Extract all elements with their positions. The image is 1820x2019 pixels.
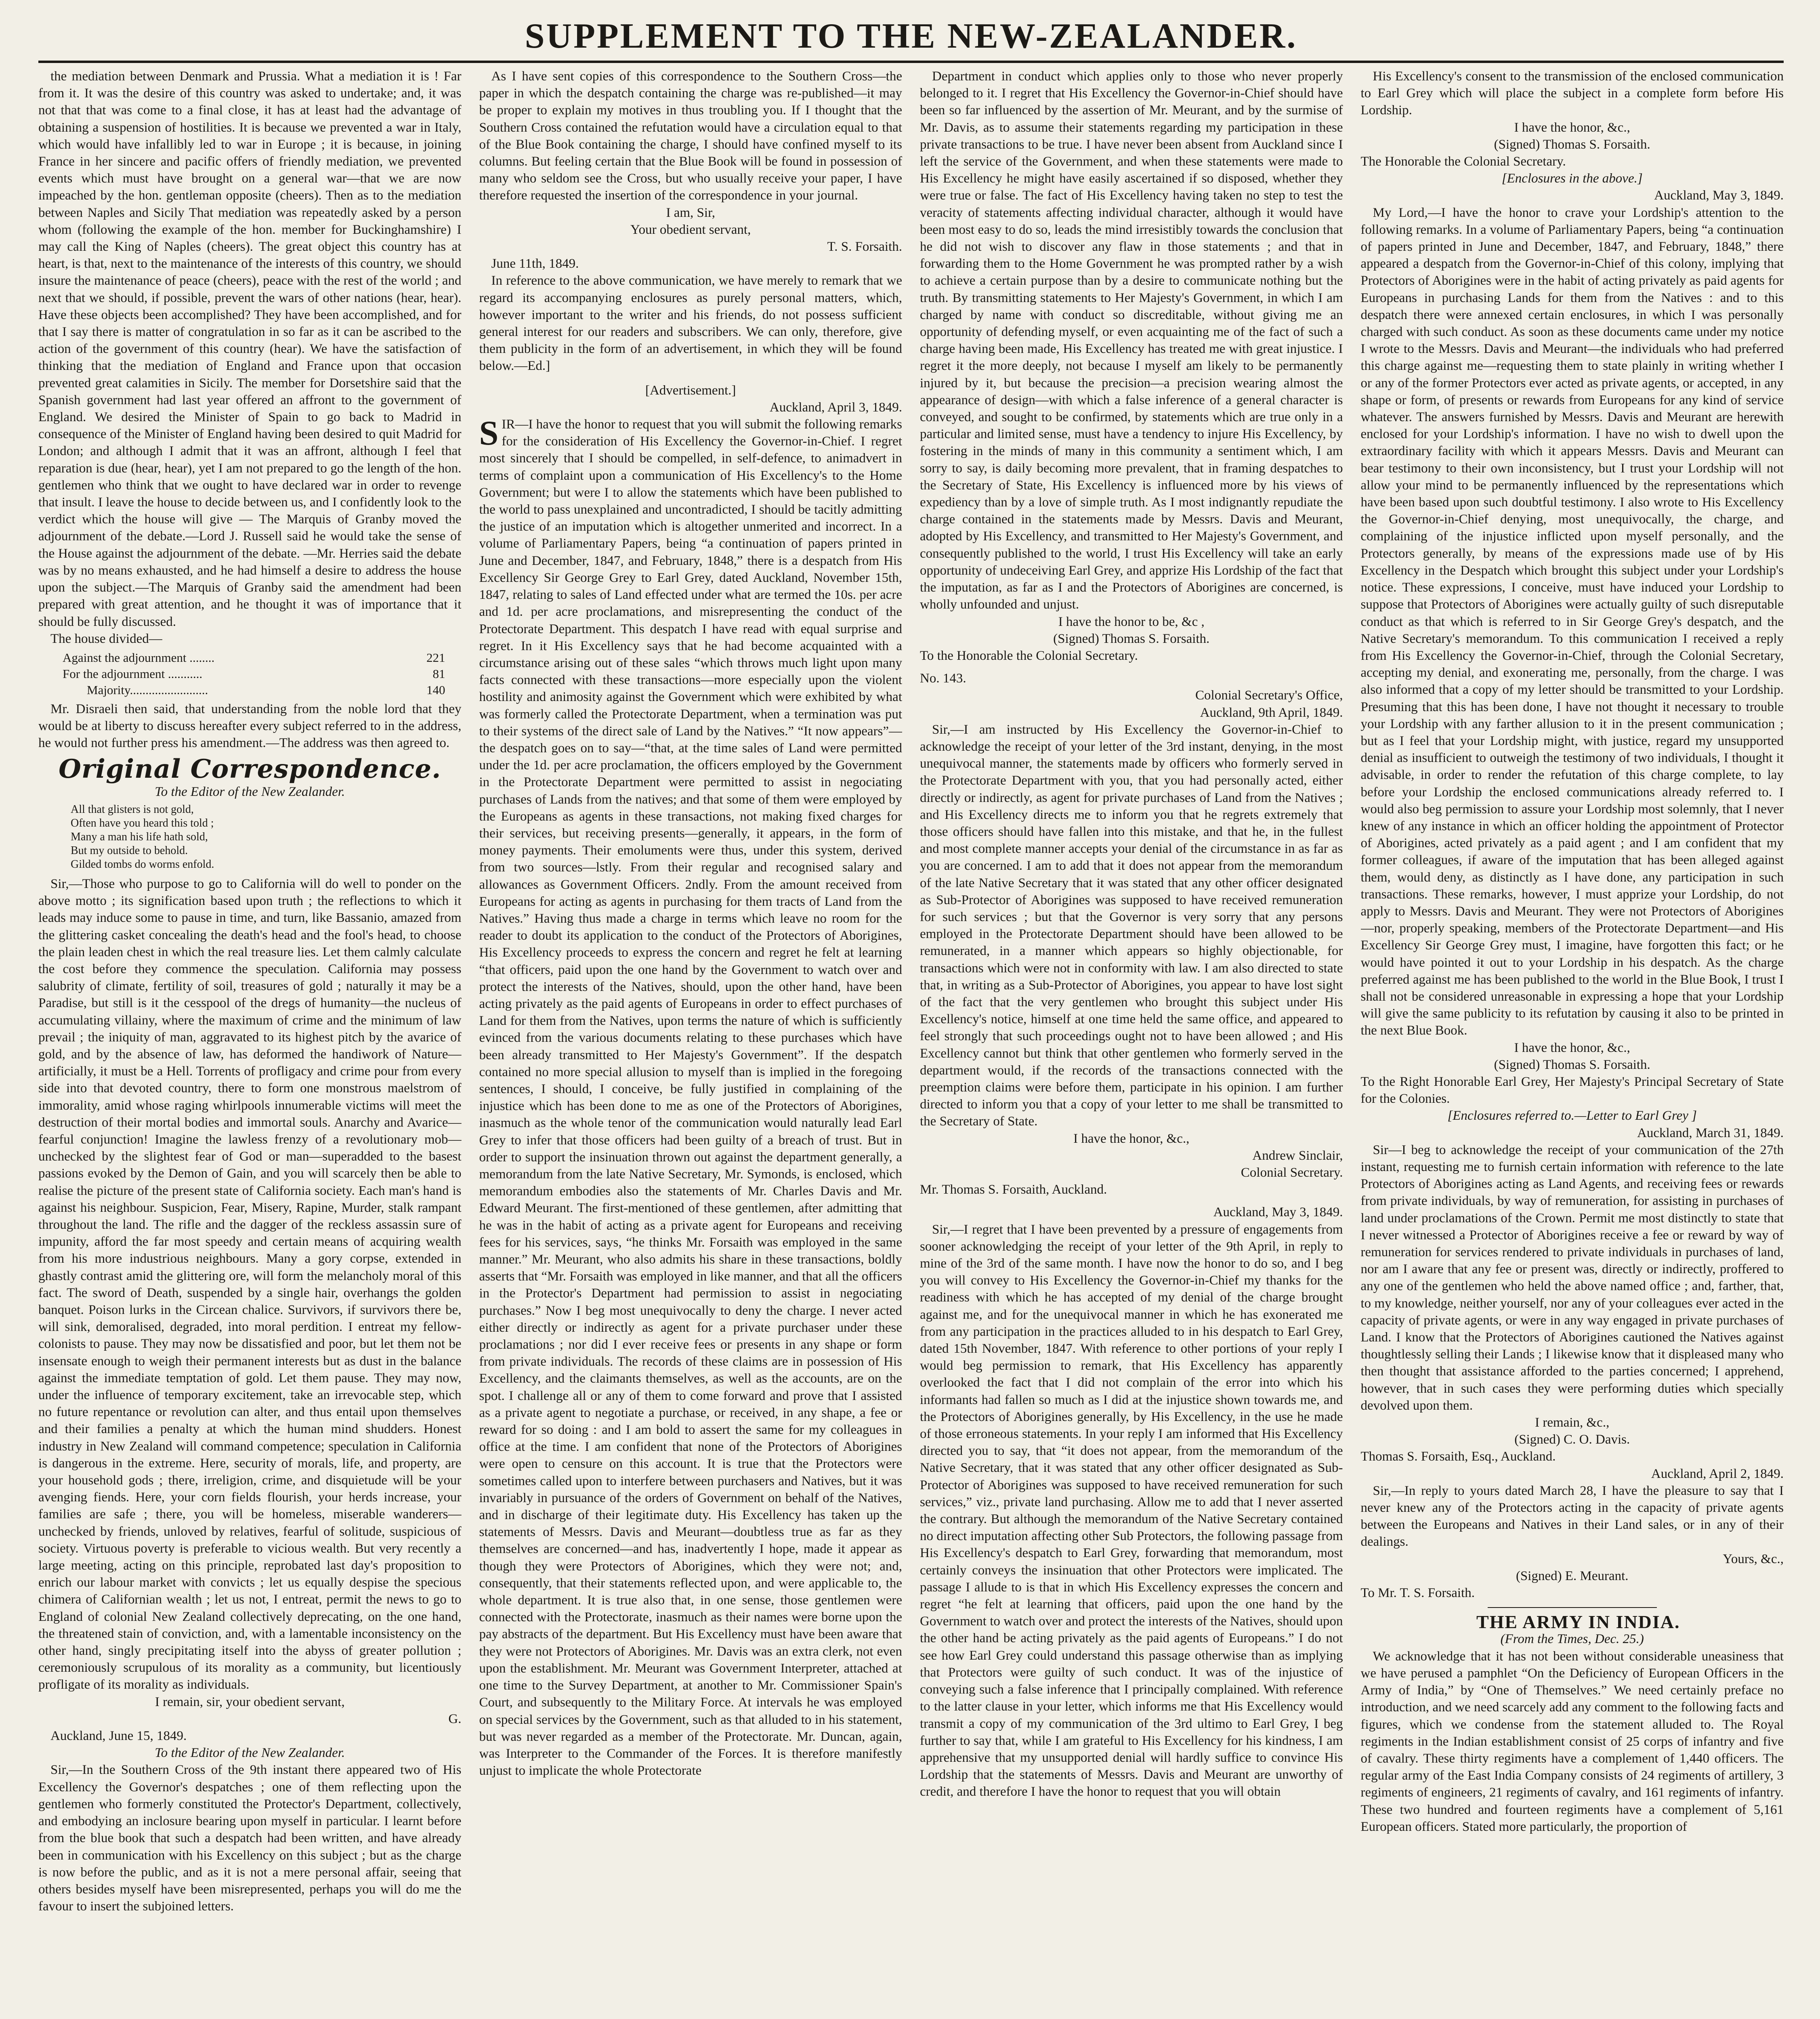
army-source: (From the Times, Dec. 25.) — [1500, 1632, 1644, 1647]
masthead-title: SUPPLEMENT TO THE NEW-ZEALANDER. — [525, 17, 1297, 56]
letter-addressee: To the Editor of the New Zealander. — [155, 1746, 345, 1761]
poem-line: But my outside to behold. — [71, 844, 188, 857]
letter-recipient: To the Honorable the Colonial Secretary. — [920, 648, 1138, 663]
letter-signer-title: Colonial Secretary. — [1241, 1165, 1343, 1180]
letter-signature: (Signed) Thomas S. Forsaith. — [1053, 631, 1210, 646]
letter-to-earl-grey: My Lord,—I have the honor to crave your Lordship's attention to the following remarks. In a volume of Parliamentary Papers, being “a continuation of papers printed in June and December, 1847, and February, 1848,” there appeared a despatch from the Governor-in-Chief of this colony, implying that Protectors of Aborigines were in the habit of acting privately as paid agents for Europeans in purchasing Lands for them from the Natives : and to this despatch there were annexed certain enclosures, in which I was personally charged with such conduct. As soon as these documents came under my notice I wrote to the Messrs. Davis and Meurant—the individuals who had preferred this charge against me—requesting them to state plainly in writing whether I or any of the former Protectors ever acted as private agents, or accepted, in any shape or form, of presents or rewards from Europeans for any kind of service whatever. The answers furnished by Messrs. Davis and Meurant are herewith enclosed for your Lordship's information. I have no wish to dwell upon the extraordinary facility with which it appears Messrs. Davis and Meurant can bear testimony to their own inconsistency, but I trust your Lordship will not allow your mind to be permanently influenced by the representations which have been based upon such doubtful testimony. I also wrote to His Excellency the Governor-in-Chief denying, most unequivocally, the charge, and complaining of the injustice inflicted upon myself personally, and the Protectors generally, by means of the expressions made use of by His Excellency in the Despatch which brought this subject under your Lordship's notice. These expressions, I conceive, must have induced your Lordship to suppose that Protectors of Aborigines were actually guilty of such disreputable conduct as that which is referred to in Sir George Grey's despatch, and the Native Secretary's memorandum. To this communication I received a reply from His Excellency the Governor-in-Chief, through the Colonial Secretary, accepting my denial, and exonerating me, personally, from the charge. I was also informed that a copy of my letter should be transmitted to your Lordship. Presuming that this has been done, I have not thought it necessary to trouble your Lordship with any farther allusion to it in the present communication ; but as I feel that your Lordship might, with justice, regard my unsupported denial as insufficient to outweigh the testimony of two individuals, I thought it advisable, in order to render the refutation of this charge complete, to lay before your Lordship the enclosed communications already referred to. I would also beg permission to assure your Lordship most solemnly, that I never knew of any instance in which an officer holding the appointment of Protector of Aborigines, acted privately as a paid agent ; and I am confident that my former colleagues, if aware of the imputation that has been alleged against them, would deny, as distinctly as I have done, any participation in such transactions. These remarks, however, I must apprize your Lordship, do not apply to Messrs. Davis and Meurant. They were not Protectors of Aborigines—nor, properly speaking, members of the Protectorate Department—and His Excellency Sir George Grey must, I imagine, have forgotten this fact; or he would have pointed it out to your Lordship in his despatch. As the charge preferred against me has been published to the world in the Blue Book, I trust I shall not be considered unreasonable in expressing a hope that your Lordship will give the same publicity to its refutation by causing it also to be printed in the next Blue Book. — [1360, 205, 1784, 1038]
letter-signature: (Signed) Thomas S. Forsaith. — [1494, 1057, 1650, 1072]
columns — [38, 68, 1784, 2019]
forsaith-letter-cont: As I have sent copies of this correspondence to the Southern Cross—the paper in which the despatch containing the charge was re-published—it may be proper to explain my motives in thus troubling you. If I thought that the Southern Cross contained the refutation would have a circulation equal to that of the Blue Book containing the charge, I should have confined myself to its columns. But feeling certain that the Blue Book will be found in possession of many who seldom see the Cross, but who usually receive your paper, I have therefore requested the insertion of the correspondence in your journal. — [479, 69, 902, 203]
division-intro: The house divided— — [50, 631, 162, 646]
editor-note: In reference to the above communication, we have merely to remark that we regard its accompanying enclosures as purely personal matters, which, however important to the writer and his friends, do not possess sufficient general interest for our readers and subscribers. We can only, therefore, give them publicity in the form of an advertisement, in which they will be found below.—Ed.] — [479, 273, 902, 374]
letter-recipient: Mr. Thomas S. Forsaith, Auckland. — [920, 1182, 1107, 1197]
letter-date: Auckland, May 3, 1849. — [1213, 1205, 1343, 1220]
division-close: Mr. Disraeli then said, that understanding from the noble lord that they would be at liberty to discuss hereafter every subject referred to in the address, he would not further press his amendment.—The address was then agreed to. — [38, 701, 462, 751]
division-value: 221 — [426, 650, 445, 665]
army-heading: THE ARMY IN INDIA. — [1476, 1612, 1680, 1633]
letter-closing: I remain, &c., — [1535, 1415, 1610, 1430]
division-label: For the adjournment ........... — [63, 666, 203, 681]
section-divider — [1488, 1607, 1657, 1608]
poem-line: All that glisters is not gold, — [71, 803, 194, 816]
drop-cap: S — [479, 413, 499, 453]
letter-closing: Your obedient servant, — [630, 222, 751, 237]
letter-date: Auckland, May 3, 1849. — [1654, 188, 1784, 203]
california-letter-body: Sir,—Those who purpose to go to California will do well to ponder on the above motto ; its signification based upon truth ; the reflections to which it leads may induce some to pause in time, and turn, like Bassanio, amazed from the glittering casket concealing the death's head and the fool's head, to choose the plain leaden chest in which the real treasure lies. Let them calmly calculate the cost before they commence the speculation. California may possess salubrity of climate, fertility of soil, treasures of gold ; naturally it may be a Paradise, but still is it the cesspool of the dregs of humanity—the nucleus of accumulating villainy, where the maximum of crime and the minimum of law prevail ; the iniquity of man, aggravated to its highest pitch by the avarice of gold, and by the absence of law, has deformed the handiwork of Nature—artificially, it must be a Hell. Torrents of profligacy and crime pour from every side into that devoted country, there to form one monstrous maelstrom of immorality, amid whose raging whirlpools innumerable victims will meet the destruction of their mortal bodies and immortal souls. Anarchy and Avarice—fearful conjunction! Imagine the lawless frenzy of a revolutionary mob—unchecked by the slightest fear of God or man—superadded to the basest passions evoked by the Demon of Gain, and you will scarcely then be able to realise the picture of the present state of California society. Each man's hand is against his neighbour. Suspicion, Fear, Misery, Rapine, Murder, stalk rampant throughout the land. The rifle and the dagger of the reckless assassin sure of impunity, afford the far most speedy and certain means of acquiring wealth from his more industrious neighbours. Many a gory corpse, extended in ghastly contrast amid the glittering ore, will form the melancholy moral of this fact. The sword of Death, suspended by a single hair, overhangs the golden banquet. Poison lurks in the Circean chalice. Survivors, if survivors there be, will sink, demoralised, degraded, into moral perdition. I entreat my fellow-colonists to pause. They may now be dissatisfied and poor, but let them not be insensate enough to weigh their permanent interests but as dust in the balance against the immediate temptation of gold. Let them pause. They may now, under the influence of temporary excitement, take an irrevocable step, which no future repentance or revolution can alter, and thus entail upon themselves and their families a penalty at which the human mind shudders. Honest industry in New Zealand will command competence; speculation in California is dangerous in the extreme. Here, security of morals, life, and property, are your household gods ; there, irreligion, crime, and disquietude will be your avenging fiends. Here, your corn fields flourish, your herds increase, your families are safe ; there, you will be homeless, miserable wanderers—unchecked by friends, unloved by relatives, fearful of solitude, suspicious of society. Virtuous poverty is preferable to vicious wealth. But very recently a large meeting, acting on this principle, reprobated last day's proposition to enrich our labour market with convicts ; let us equally despise the specious chimera of Californian wealth ; let us not, I entreat, permit the news to go to England of colonial New Zealand collectively deprecating, on the one hand, the threatened stain of conviction, and, with a lamentable inconsistency on the other hand, singly precipitating itself into the abyss of greater pollution ; ceremoniously scrupulous of its morality as a community, but licentiously profligate of its morality as individuals. — [38, 876, 462, 1692]
column-4 — [1361, 68, 1784, 2019]
letter-recipient: Thomas S. Forsaith, Esq., Auckland. — [1360, 1449, 1556, 1464]
forsaith-reply: Sir,—I regret that I have been prevented by a pressure of engagements from sooner acknowledging the receipt of your letter of the 9th April, in reply to mine of the 3rd of the same month. I have now the honor to do so, and I beg you will convey to His Excellency the Governor-in-Chief my thanks for the readiness with which he has accepted of my denial of the charge brought against me, and for the unequivocal manner in which he has exonerated me from any participation in the practices alluded to in his despatch to Earl Grey, dated 15th November, 1847. With reference to other portions of your reply I would beg permission to remark, that His Excellency has apparently overlooked the fact that I did not complain of the error into which his informants had fallen so much as I did at the injustice shown towards me, and the Protectors of Aborigines generally, by His Excellency, in the use he made of those erroneous statements. In your reply I am informed that His Excellency directed you to say, that “it does not appear, from the memorandum of the Native Secretary, that it was stated that any other officer designated as Sub-Protector of Aborigines was supposed to have received remuneration for such services,” viz., private land purchasing. Allow me to add that I never asserted the contrary. But although the memorandum of the Native Secretary contained no direct imputation affecting other Sub Protectors, the following passage from His Excellency's despatch to Earl Grey, forwarding that memorandum, most certainly conveys the insinuation that other Protectors were implicated. The passage I allude to is that in which His Excellency expresses the concern and regret “he felt at learning that officers, paid upon the one hand by the Government to watch over and protect the interests of the Natives, should upon the other hand be acting privately as the paid agents of Europeans.” I do not see how Earl Grey could understand this passage otherwise than as implying that Protectors were guilty of such conduct. It was of the injustice of conveying such a false inference that I principally complained. With reference to the latter clause in your letter, which informs me that His Excellency would transmit a copy of my communication of the 3rd ultimo to Earl Grey, I beg further to say that, while I am grateful to His Excellency for his kindness, I am apprehensive that my unsupported denial will hardly suffice to convince His Lordship that the statements of Messrs. Davis and Meurant are unworthy of credit, and therefore I have the honor to request that you will obtain — [920, 1222, 1343, 1799]
letter-closing: I am, Sir, — [666, 205, 715, 220]
letter-signature: (Signed) Thomas S. Forsaith. — [1494, 137, 1650, 152]
letter-closing: I remain, sir, your obedient servant, — [155, 1694, 345, 1709]
letter-signature: (Signed) C. O. Davis. — [1514, 1432, 1630, 1447]
letter-closing: I have the honor, &c., — [1073, 1131, 1190, 1146]
letter-cont: Department in conduct which applies only to those who never properly belonged to it. I regret that His Excellency the Governor-in-Chief should have been so far influenced by the assertion of Mr. Meurant, and by the surmise of Mr. Davis, as to assume their statements regarding my participation in these private transactions to be true. I have never been absent from Auckland since I left the service of the Government, and when these statements were made to His Excellency he might have easily ascertained if so disposed, whether they were true or false. The fact of His Excellency having taken no step to test the veracity of statements affecting individual character, although it would have been most easy to do so, leads the mind irresistibly towards the conclusion that he did not wish to discover any flaw in those statements ; and that in forwarding them to the Home Government he was prompted rather by a wish to achieve a certain purpose than by a desire to communicate nothing but the truth. By transmitting statements to Her Majesty's Government, in which I am charged by name with conduct so discreditable, without giving me an opportunity of defending myself, or even acquainting me of the fact of such a charge having been made, His Excellency has treated me with great injustice. I regret it the more deeply, not because I myself am likely to be permanently injured by it, but because the precision—a precision wearing almost the appearance of design—with which a false inference of a general character is conveyed, and sought to be confirmed, by statements which are true only in a particular and limited sense, must have a tendency to injure His Excellency, by fostering in the minds of many in this community a sentiment which, I am sorry to say, is daily becoming more prevalent, that in framing despatches to the Secretary of State, His Excellency is influenced more by his views of expediency than by a love of simple truth. As I most indignantly repudiate the charge contained in the statements made by Messrs. Davis and Meurant, adopted by His Excellency, and transmitted to Her Majesty's Government, and consequently published to the world, I trust His Excellency will take an early opportunity of undeceiving Earl Grey, and apprize His Lordship of the fact that the imputation, as far as I and the Protectors of Aborigines are concerned, is wholly unfounded and unjust. — [920, 69, 1343, 612]
poem-line: Often have you heard this told ; — [71, 816, 214, 829]
division-value: 140 — [426, 682, 445, 697]
army-article-body: We acknowledge that it has not been without considerable uneasiness that we have perused a pamphlet “On the Deficiency of European Officers in the Army of India,” by “One of Themselves.” We need certainly preface no introduction, and we need scarcely add any comment to the following facts and figures, which we condense from the statement alluded to. The Royal regiments in the Indian establishment consist of 25 corps of infantry and five of cavalry. These thirty regiments have a complement of 1,440 officers. The regular army of the East India Company consists of 24 regiments of artillery, 3 regiments of engineers, 21 regiments of cavalry, and 161 regiments of infantry. These two hundred and fourteen regiments have a complement of 5,161 European officers. Stated more particularly, the proportion of — [1360, 1649, 1784, 1834]
division-table — [38, 650, 462, 698]
column-1 — [38, 68, 462, 2019]
letter-addressee: To the Editor of the New Zealander. — [155, 784, 345, 799]
davis-letter: Sir—I beg to acknowledge the receipt of your communication of the 27th instant, requesting me to furnish certain information with reference to the late Protectors of Aborigines acting as Land Agents, and receiving fees or rewards from private individuals, by way of remuneration, for assisting in purchases of land under proclamations of the Crown. Permit me most distinctly to state that I never witnessed a Protector of Aborigines receive a fee or reward by way of remuneration for services rendered to private individuals in purchases of land, nor am I aware that any fee or present was, directly or indirectly, proffered to any one of the gentlemen who held the above named office ; and, farther, that, to my knowledge, neither yourself, nor any of your colleagues ever acted in the capacity of private agents, or were in any way engaged in private purchases of Land. I know that the Protectors of Aborigines cautioned the Natives against thoughtlessly selling their Lands ; I likewise know that it displeased many who then thought that assistance afforded to the parties concerned; I apprehend, however, that in such cases they were performing duties which specially devolved upon them. — [1360, 1142, 1784, 1413]
letter-closing: I have the honor to be, &c , — [1058, 614, 1205, 629]
enclosure-heading: [Enclosures in the above.] — [1501, 171, 1643, 186]
letter-signature: (Signed) E. Meurant. — [1516, 1568, 1629, 1583]
masthead-rule — [38, 61, 1784, 63]
letter-number: No. 143. — [920, 671, 966, 686]
column-2 — [479, 68, 903, 2019]
division-row — [38, 666, 462, 682]
letter-cont: His Excellency's consent to the transmission of the enclosed communication to Earl Grey which will place the subject in a complete form before His Lordship. — [1360, 69, 1784, 118]
letter-recipient: The Honorable the Colonial Secretary. — [1360, 154, 1566, 169]
division-value: 81 — [432, 666, 445, 681]
advertisement-heading: [Advertisement.] — [645, 383, 736, 398]
section-title: Original Correspondence. — [59, 753, 441, 784]
division-row — [38, 650, 462, 666]
advertisement-text: IR—I have the honor to request that you will submit the following remarks for the consideration of His Excellency the Governor-in-Chief. I regret most sincerely that I should be compelled, in self-defence, to animadvert in terms of complaint upon a communication of His Excellency's to the Home Government; but were I to allow the statements which have been published to the world to pass unexplained and uncontradicted, I should be tacitly admitting the justice of an imputation which is altogether unmerited and incorrect. In a volume of Parliamentary Papers, being “a continuation of papers printed in June and December, 1847, and February, 1848,” there is a despatch from His Excellency Sir George Grey to Earl Grey, dated Auckland, November 15th, 1847, relating to sales of Land effected under what are termed the 10s. per acre and 1d. per acre proclamations, and misrepresenting the conduct of the Protectorate Department. This despatch I have read with equal surprise and regret. In it His Excellency says that he had become acquainted with a circumstance arising out of these sales “which throws much light upon many facts connected with these transactions—more especially upon the violent hostility and animosity against the Government which were exhibited by what was formerly called the Protectorate Department, when a termination was put to their systems of the direct sale of Land by the Natives.” “It now appears”—the despatch goes on to say—“that, at the time sales of Land were permitted under the 1d. per acre proclamation, the officers employed by the Government in the Protectorate Department were permitted to assist in negociating purchases of Lands from the natives; and that some of them were employed by the Europeans as agents in these transactions, not making fixed charges for their services, but receiving presents—generally, it appears, in the form of money payments. Their emoluments were thus, under this system, derived from two sources—lstly. From their regular and recognised salary and allowances as Government Officers. 2ndly. From the amount received from Europeans for acting as agents in purchasing for them tracts of Land from the Natives.” Having thus made a charge in terms which leave no room for the reader to doubt its application to the conduct of the Protectors of Aborigines, His Excellency proceeds to express the concern and regret he felt at learning “that officers, paid upon the one hand by the Government to watch over and protect the interests of the Natives, should, upon the other hand, have been acting privately as the paid agents of Europeans in order to effect purchases of Land for them from the Natives, upon terms the nature of which is sufficiently evinced from the various documents relating to these purchases which have been already transmitted to Her Majesty's Government”. If the despatch contained no more special allusion to myself than is implied in the foregoing sentences, I should, I conceive, be fully justified in complaining of the injustice which has been done to me as one of the Protectors of Aborigines, inasmuch as the whole tenor of the communication would naturally lead Earl Grey to infer that those officers had been guilty of a breach of trust. But in order to support the insinuation thrown out against the department generally, a memorandum from the late Native Secretary, Mr. Symonds, is enclosed, which memorandum embodies also the statements of Mr. Charles Davis and Mr. Edward Meurant. The first-mentioned of these gentlemen, after admitting that he was in the habit of acting as a private agent for Europeans and receiving fees for his services, says, “he thinks Mr. Forsaith was employed in the same manner.” Mr. Meurant, who also admits his share in these transactions, boldly asserts that “Mr. Forsaith was employed in like manner, and that all the officers in the Protector's Department had permission to assist in negociating purchases.” Now I beg most unequivocally to deny the charge. I never acted either directly or indirectly as agent for a private purchaser under these proclamations ; nor did I ever receive fees or presents in any shape or form from private individuals. The records of these claims are in possession of His Excellency, and the claimants themselves, as well as the accounts, are on the spot. I challenge all or any of them to come forward and prove that I assisted as a private agent to negotiate a purchase, or received, in any shape, a fee or reward for so doing : and I am bold to assert the same for my colleagues in office at the time. I am confident that none of the Protectors of Aborigines were open to censure on this account. It is true that the Protectors were sometimes called upon to interfere between purchasers and Natives, but it was invariably in pursuance of the orders of Government on behalf of the Natives, and in discharge of their legitimate duty. His Excellency has taken up the statements of Messrs. Davis and Meurant—doubtless true as far as they themselves are concerned—and has, inadvertently I hope, made it appear as though they were Protectors of Aborigines, which they were not; and, consequently, that their statements reflected upon, and were applicable to, the whole department. It is true also that, in one sense, those gentlemen were connected with the Protectorate, inasmuch as their names were borne upon the pay abstracts of the department. But His Excellency must have been aware that they were not Protectors of Aborigines. Mr. Davis was an extra clerk, not even upon the establishment. Mr. Meurant was Government Interpreter, attached at one time to the Survey Department, at another to Mr. Commissioner Spain's Court, and subsequently to the Military Force. At intervals he was employed on special services by the Government, such as that alluded to in his statement, but was never regarded as a member of the Protectorate. Mr. Duncan, again, was Interpreter to the Commander of the Forces. It is therefore manifestly unjust to implicate the whole Protectorate — [479, 417, 902, 1778]
office-date: Auckland, 9th April, 1849. — [1200, 705, 1343, 720]
poem-line: Many a man his life hath sold, — [71, 830, 208, 843]
office-line: Colonial Secretary's Office, — [1195, 688, 1343, 703]
meurant-letter: Sir,—In reply to yours dated March 28, I have the pleasure to say that I never knew any of the Protectors acting in the capacity of private agents between the Europeans and Natives in their Land sales, or in any of their dealings. — [1360, 1483, 1784, 1549]
letter-initial: G. — [448, 1711, 462, 1726]
letter-date: Auckland, April 2, 1849. — [1651, 1466, 1784, 1481]
enclosure-heading: [Enclosures referred to.—Letter to Earl Grey ] — [1447, 1108, 1697, 1123]
column-3 — [920, 68, 1343, 2019]
epigraph-poem — [71, 803, 462, 871]
letter-closing: I have the honor, &c., — [1514, 1040, 1630, 1055]
letter-closing: Yours, &c., — [1723, 1551, 1784, 1566]
letter-place-date: Auckland, June 15, 1849. — [50, 1729, 187, 1744]
secretary-reply: Sir,—I am instructed by His Excellency the Governor-in-Chief to acknowledge the receipt of your letter of the 3rd instant, denying, in the most unequivocal manner, the statements made by officers who formerly served in the Protectorate Department with you, that you had personally acted, either directly or indirectly, as agent for private purchases of Land from the Natives ; and His Excellency directs me to inform you that he regrets extremely that those officers should have fallen into this mistake, and that he, in the fullest and most complete manner accepts your denial of the circumstance in as far as you are concerned. I am to add that it does not appear from the memorandum of the late Native Secretary that it was stated that any other officer designated as Sub-Protector of Aborigines was supposed to have received remuneration for such services ; but that the Governor is very sorry that any persons employed in the Protectorate Department should have been allowed to be remunerated, in a manner which appears so highly objectionable, for transactions which were not in conformity with law. I am also directed to state that, in writing as a Sub-Protector of Aborigines, you appear to have lost sight of the fact that the very gentlemen who brought this subject under His Excellency's notice, himself at one time held the same office, and appeared to feel strongly that such proceedings ought not to have been allowed ; and His Excellency cannot but think that other gentlemen who formerly served in the department would, if the records of the transactions connected with the preemption claims were before them, participate in his opinion. I am further directed to inform you that a copy of your letter to me shall be transmitted to the Secretary of State. — [920, 722, 1343, 1129]
letter-date: Auckland, March 31, 1849. — [1637, 1125, 1784, 1140]
advertisement-body — [479, 413, 903, 1779]
letter-recipient: To the Right Honorable Earl Grey, Her Majesty's Principal Secretary of State for the Colonies. — [1360, 1074, 1784, 1106]
letter-closing: I have the honor, &c., — [1514, 120, 1630, 135]
division-label: Majority......................... — [87, 682, 208, 697]
parliament-speech: the mediation between Denmark and Prussia. What a mediation it is ! Far from it. It was the desire of this country was asked to undertake; and, it was not that that was come to a final close, it has at least had the advantage of obtaining a suspension of hostilities. It is because we prevented a war in Italy, which would have infallibly led to war in Europe ; it is because, in joining France in her sincere and pacific offers of friendly mediation, we prevented events which must have brought on a general war—that we are now impeached by the hon. gentleman opposite (cheers). Then as to the mediation between Naples and Sicily That mediation was repeatedly asked by a person whom (following the example of the hon. member for Buckinghamshire) I may call the King of Naples (cheers). The great object this country has at heart, is that, next to the maintenance of the interests of this country, we should insure the maintenance of peace (cheers), peace with the rest of the world ; and next that we should, if possible, prevent the wars of other nations (hear, hear). Have these objects been accomplished? They have been accomplished, and for that I say there is matter of congratulation in so far as it can be ascribed to the action of the government of this country (hear). We have the satisfaction of thinking that the mediation of England and France upon that occasion prevented great calamities in Sicily. The member for Dorsetshire said that the Spanish government had last year offered an affront to the government of England. We desired the Minister of Spain to go back to Madrid in consequence of the Minister of England having been desired to quit Madrid for London; and although I admit that it was an affront, although I feel that reparation is due (hear, hear), yet I am not prepared to go the length of the hon. gentlemen who think that we ought to have declared war in order to revenge that insult. I leave the house to decide between us, and I confidently look to the verdict which the house will give — The Marquis of Granby moved the adjournment of the debate.—Lord J. Russell said he would take the sense of the House against the adjournment of the debate. —Mr. Herries said the debate was by no means exhausted, and he had himself a desire to address the house upon the subject.—The Marquis of Granby said the amendment had been prepared with great attention, and he thought it was of importance that it should be fully discussed. — [38, 69, 462, 629]
masthead — [38, 16, 1784, 57]
advertisement-date: Auckland, April 3, 1849. — [769, 400, 902, 415]
letter-date: June 11th, 1849. — [491, 256, 579, 271]
letter-signer: T. S. Forsaith. — [827, 239, 902, 254]
forsaith-letter-body: Sir,—In the Southern Cross of the 9th instant there appeared two of His Excellency the Governor's despatches ; one of them reflecting upon the gentlemen who formerly constituted the Protector's Department, collectively, and embodying an inclosure bearing upon myself in particular. I learnt before from the blue book that such a despatch had been written, and have already been in communication with his Excellency on this subject ; but as the charge is now before the public, and as it is not a mere personal affair, seeing that others besides myself have been misrepresented, perhaps you will do me the favour to insert the subjoined letters. — [38, 1763, 462, 1914]
letter-signer: Andrew Sinclair, — [1252, 1148, 1343, 1163]
division-label: Against the adjournment ........ — [63, 650, 215, 665]
poem-line: Gilded tombs do worms enfold. — [71, 858, 214, 871]
letter-recipient: To Mr. T. S. Forsaith. — [1360, 1586, 1475, 1601]
division-row — [38, 682, 462, 698]
